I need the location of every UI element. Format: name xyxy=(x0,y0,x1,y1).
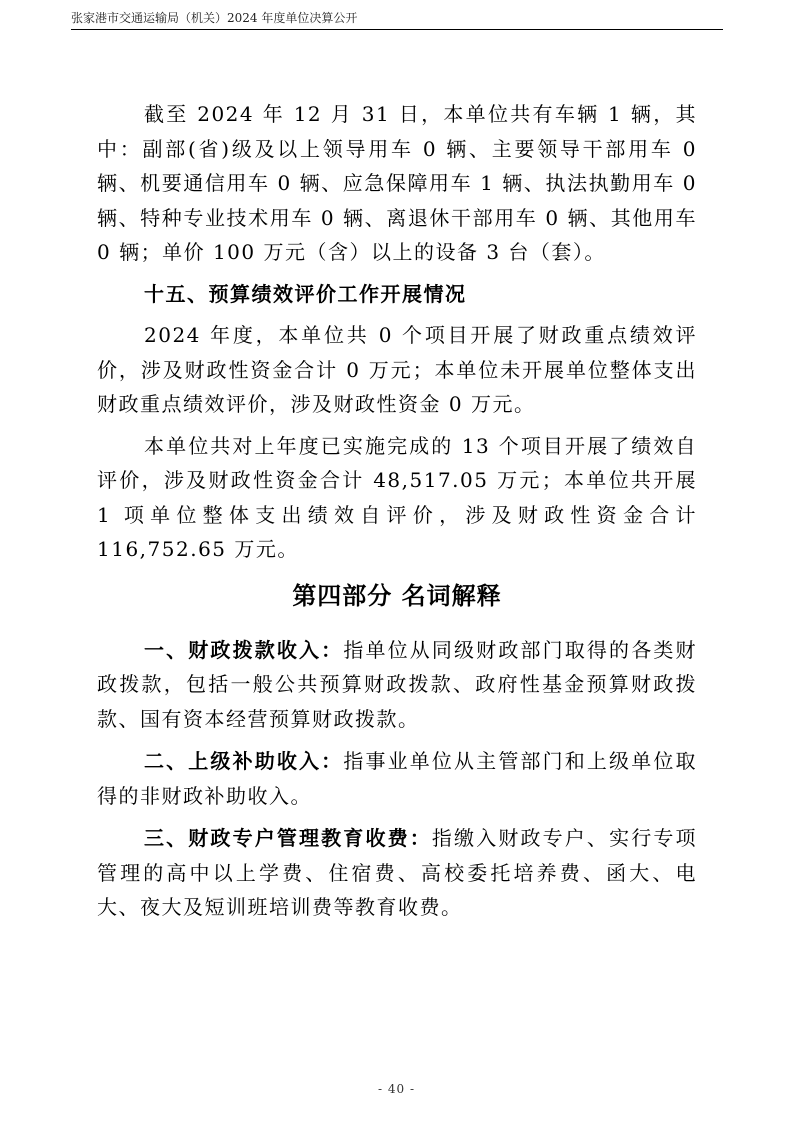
term-definition: 指缴入财政专户、实行专项管理的高中以上学费、住宿费、高校委托培养费、函大、电大、夜大及短训班培训费等教育收费。 xyxy=(97,826,698,919)
term-definition: 指单位从同级财政部门取得的各类财政拨款，包括一般公共预算财政拨款、政府性基金预算财政拨款、国有资本经营预算财政拨款。 xyxy=(97,637,697,731)
page-body xyxy=(97,97,697,933)
term-definition: 指事业单位从主管部门和上级单位取得的非财政补助收入。 xyxy=(97,749,697,808)
term-education-fees xyxy=(97,821,697,925)
term-label: 三、财政专户管理教育收费： xyxy=(144,826,432,850)
term-label: 一、财政拨款收入： xyxy=(144,637,344,662)
term-label: 二、上级补助收入： xyxy=(144,749,344,773)
paragraph-self-evaluation: 本单位共对上年度已实施完成的 13 个项目开展了绩效自评价，涉及财政性资金合计 48,517.05 万元；本单位共开展 1 项单位整体支出绩效自评价，涉及财政性资金合计 116,752.65 万元。 xyxy=(97,433,697,561)
part-4-heading: 第四部分 名词解释 xyxy=(292,581,502,610)
page-header: 张家港市交通运输局（机关）2024 年度单位决算公开 xyxy=(71,8,723,30)
page-number: - 40 - xyxy=(377,1082,415,1096)
section-15-heading: 十五、预算绩效评价工作开展情况 xyxy=(144,281,467,306)
paragraph-vehicles: 截至 2024 年 12 月 31 日，本单位共有车辆 1 辆，其中：副部(省)级及以上领导用车 0 辆、主要领导干部用车 0 辆、机要通信用车 0 辆、应急保障用车 1 辆、执法执勤用车 0 辆、特种专业技术用车 0 辆、离退休干部用车 0 辆、其他用车 0 辆；单价 100 万元（含）以上的设备 3 台（套）。 xyxy=(97,102,697,264)
term-superior-subsidy xyxy=(97,744,697,813)
paragraph-key-evaluation: 2024 年度，本单位共 0 个项目开展了财政重点绩效评价，涉及财政性资金合计 0 万元；本单位未开展单位整体支出财政重点绩效评价，涉及财政性资金 0 万元。 xyxy=(97,323,697,416)
term-fiscal-appropriation xyxy=(97,633,697,737)
